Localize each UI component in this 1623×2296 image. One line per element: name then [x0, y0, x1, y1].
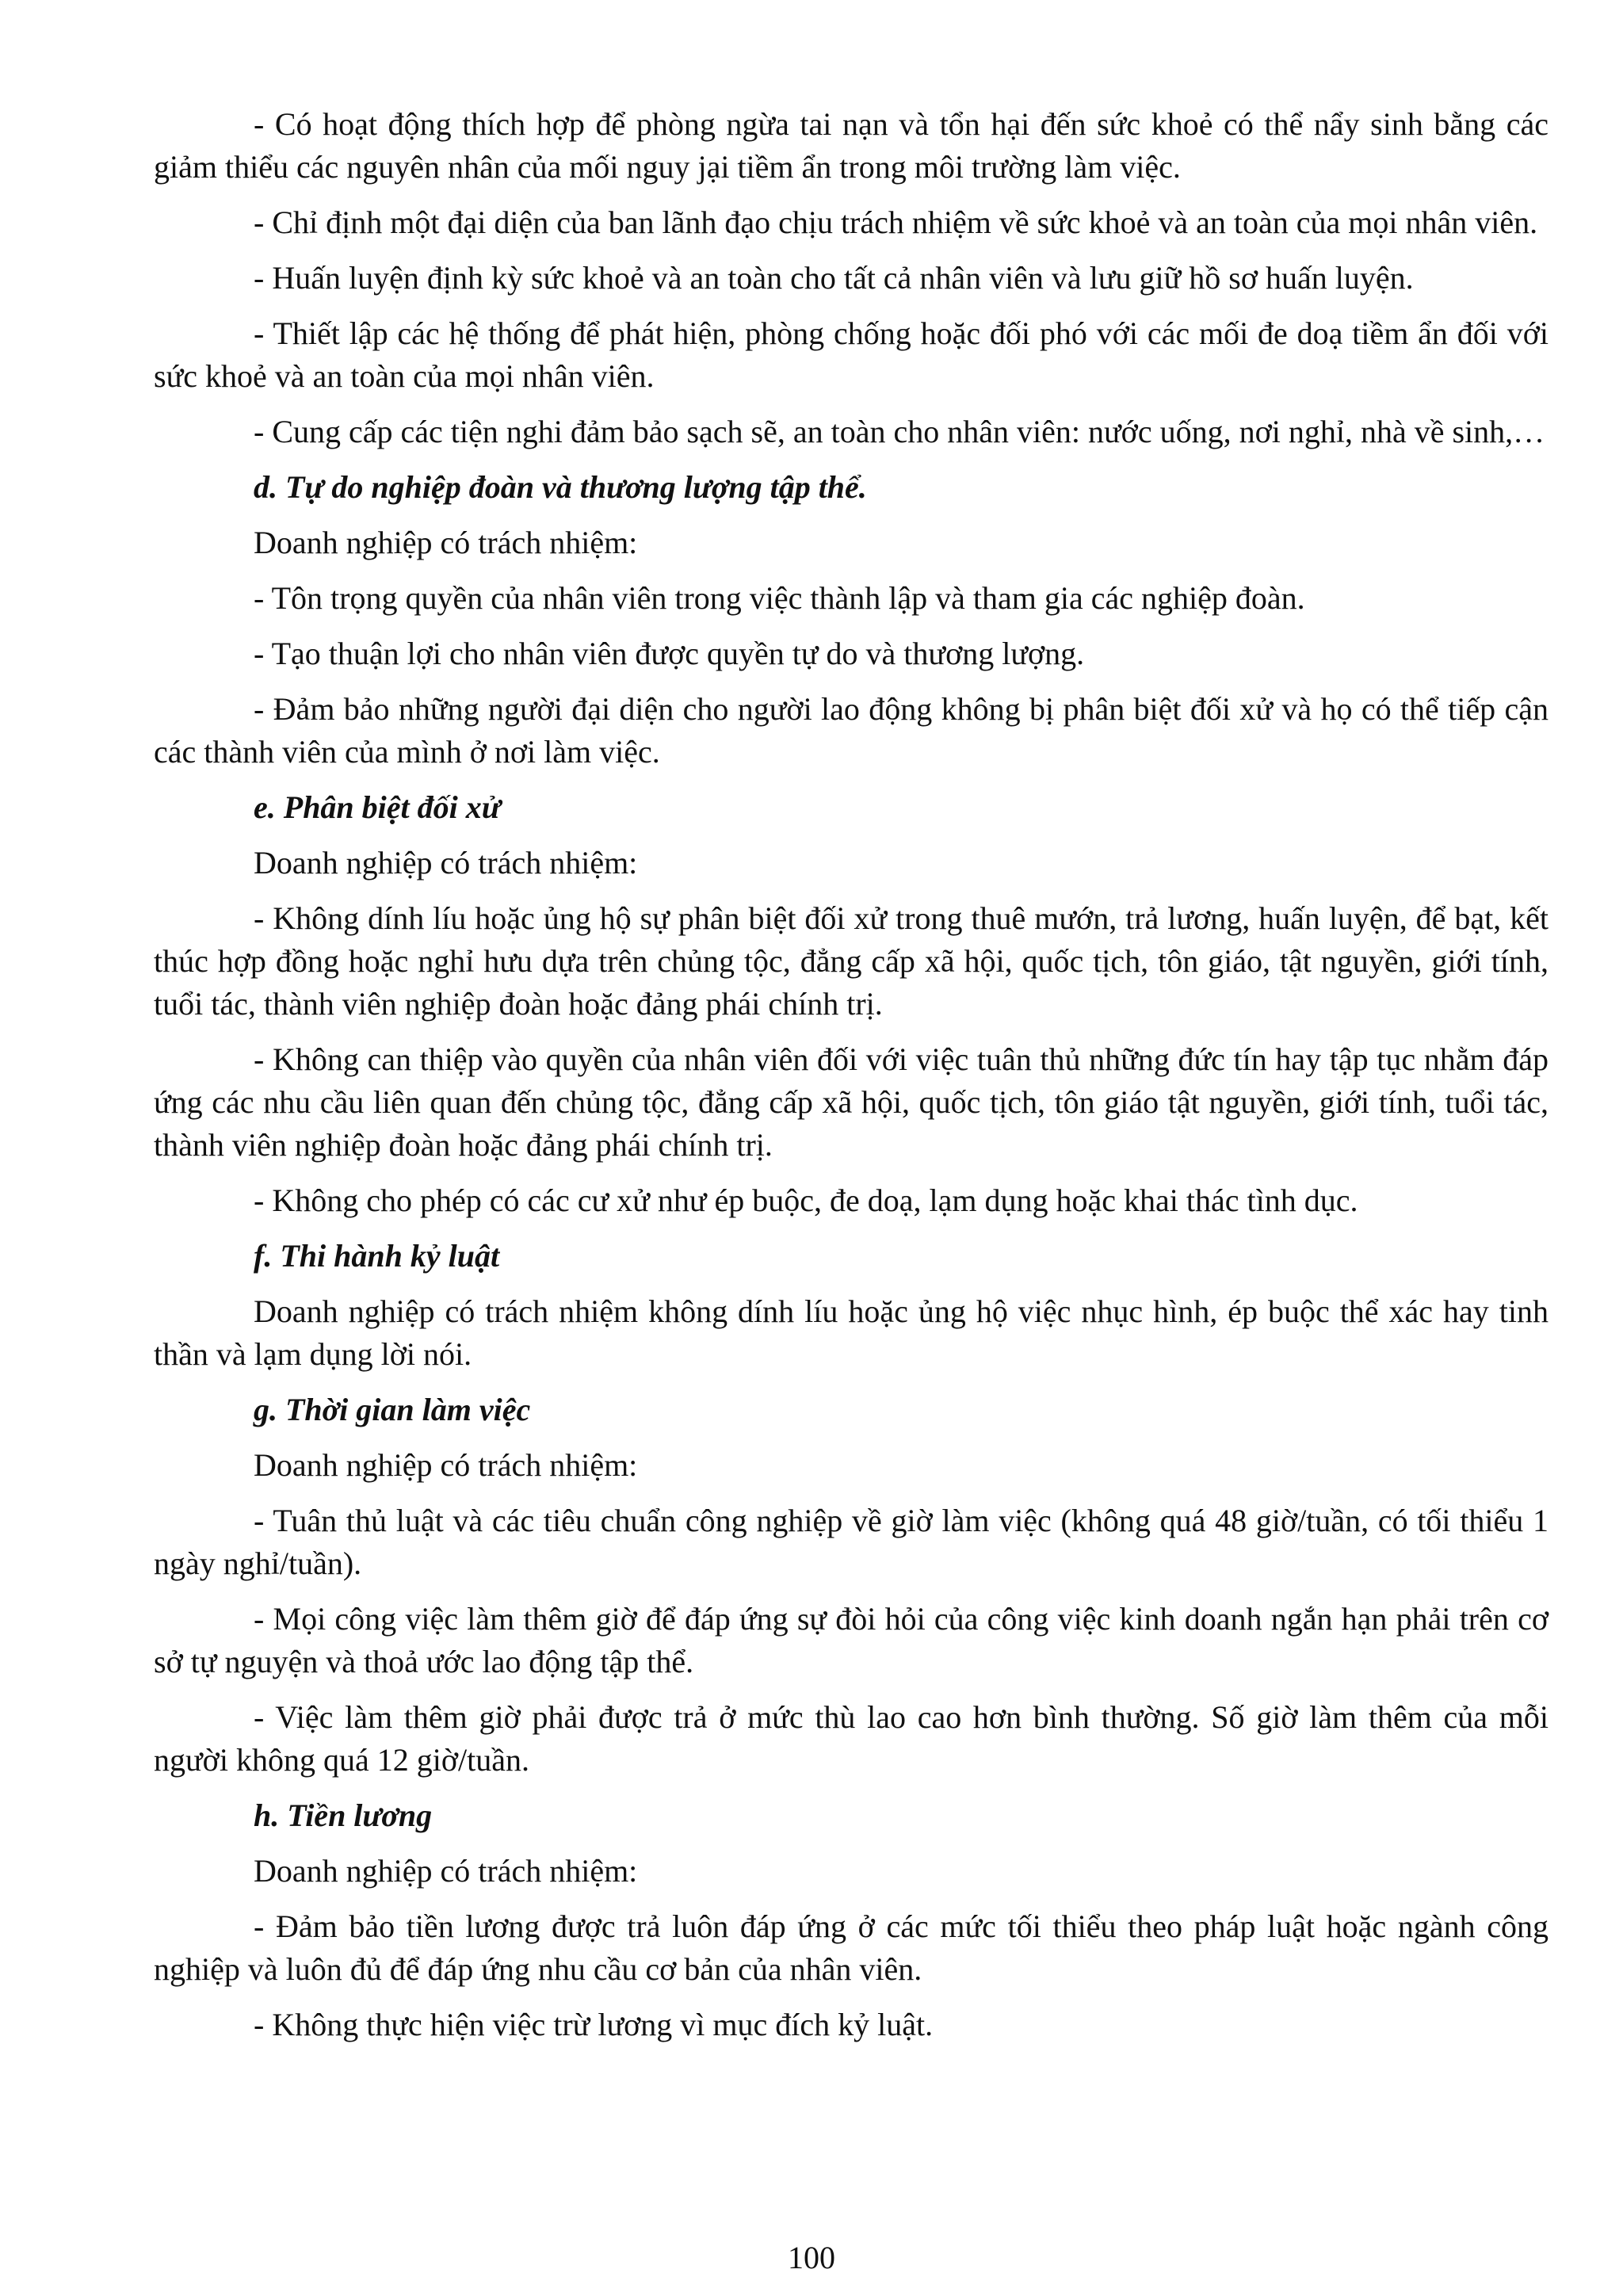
paragraph-no-harassment: - Không cho phép có các cư xử như ép buộc, đe doạ, lạm dụng hoặc khai thác tình dục. [254, 1182, 1358, 1218]
paragraph-management-representative: - Chỉ định một đại diện của ban lãnh đạo chịu trách nhiệm về sức khoẻ và an toàn của mọi nhân viên. [254, 204, 1538, 240]
paragraph-representative-protection: - Đảm bảo những người đại diện cho người lao động không bị phân biệt đối xử và họ có thể tiếp cận các thành viên của mình ở nơi làm việc. [154, 691, 1549, 770]
paragraph-responsibility-intro-h: Doanh nghiệp có trách nhiệm: [254, 1853, 638, 1889]
paragraph-accident-prevention: - Có hoạt động thích hợp để phòng ngừa tai nạn và tổn hại đến sức khoẻ có thể nẩy sinh bằng các giảm thiểu các nguyên nhân của mối nguy jại tiềm ẩn trong môi trường làm việc. [154, 106, 1549, 185]
paragraph-overtime-pay: - Việc làm thêm giờ phải được trả ở mức thù lao cao hơn bình thường. Số giờ làm thêm của mỗi người không quá 12 giờ/tuần. [154, 1699, 1549, 1778]
section-heading-f: f. Thi hành kỷ luật [254, 1238, 500, 1274]
paragraph-minimum-wage: - Đảm bảo tiền lương được trả luôn đáp ứng ở các mức tối thiểu theo pháp luật hoặc ngành công nghiệp và luôn đủ để đáp ứng nhu cầu cơ bản của nhân viên. [154, 1908, 1549, 1987]
paragraph-freedom-negotiation: - Tạo thuận lợi cho nhân viên được quyền tự do và thương lượng. [254, 636, 1085, 671]
paragraph-responsibility-intro-g: Doanh nghiệp có trách nhiệm: [254, 1447, 638, 1483]
paragraph-working-hours: - Tuân thủ luật và các tiêu chuẩn công nghiệp về giờ làm việc (không quá 48 giờ/tuần, có tối thiểu 1 ngày nghỉ/tuần). [154, 1503, 1549, 1581]
paragraph-no-discrimination: - Không dính líu hoặc ủng hộ sự phân biệt đối xử trong thuê mướn, trả lương, huấn luyện, để bạt, kết thúc hợp đồng hoặc nghỉ hưu dựa trên chủng tộc, đẳng cấp xã hội, quốc tịch, tôn giáo, tật nguyền, giới tính, tuổi tác, thành viên nghiệp đoàn hoặc đảng phái chính trị. [154, 900, 1549, 1022]
paragraph-detection-systems: - Thiết lập các hệ thống để phát hiện, phòng chống hoặc đối phó với các mối đe doạ tiềm ẩn đối với sức khoẻ và an toàn của mọi nhân viên. [154, 315, 1549, 394]
paragraph-no-interference: - Không can thiệp vào quyền của nhân viên đối với việc tuân thủ những đức tín hay tập tục nhằm đáp ứng các nhu cầu liên quan đến chủng tộc, đẳng cấp xã hội, quốc tịch, tôn giáo tật nguyền, giới tính, tuổi tác, thành viên nghiệp đoàn hoặc đảng phái chính trị. [154, 1041, 1549, 1163]
paragraph-respect-union-rights: - Tôn trọng quyền của nhân viên trong việc thành lập và tham gia các nghiệp đoàn. [254, 580, 1305, 616]
paragraph-clean-facilities: - Cung cấp các tiện nghi đảm bảo sạch sẽ, an toàn cho nhân viên: nước uống, nơi nghỉ, nhà về sinh,… [254, 414, 1545, 449]
paragraph-no-wage-deduction: - Không thực hiện việc trừ lương vì mục đích kỷ luật. [254, 2007, 934, 2042]
page-number: 100 [788, 2240, 835, 2275]
page-content [154, 103, 1549, 2059]
paragraph-responsibility-intro-d: Doanh nghiệp có trách nhiệm: [254, 525, 638, 560]
paragraph-voluntary-overtime: - Mọi công việc làm thêm giờ để đáp ứng sự đòi hỏi của công việc kinh doanh ngắn hạn phải trên cơ sở tự nguyện và thoả ước lao động tập thể. [154, 1601, 1549, 1679]
section-heading-e: e. Phân biệt đối xử [254, 789, 501, 825]
section-heading-d: d. Tự do nghiệp đoàn và thương lượng tập thể. [254, 469, 867, 505]
section-heading-h: h. Tiền lương [254, 1797, 433, 1833]
paragraph-discipline: Doanh nghiệp có trách nhiệm không dính líu hoặc ủng hộ việc nhục hình, ép buộc thể xác hay tinh thần và lạm dụng lời nói. [154, 1293, 1549, 1372]
section-heading-g: g. Thời gian làm việc [254, 1392, 531, 1427]
paragraph-periodic-training: - Huấn luyện định kỳ sức khoẻ và an toàn cho tất cả nhân viên và lưu giữ hồ sơ huấn luyện. [254, 260, 1414, 296]
paragraph-responsibility-intro-e: Doanh nghiệp có trách nhiệm: [254, 845, 638, 881]
